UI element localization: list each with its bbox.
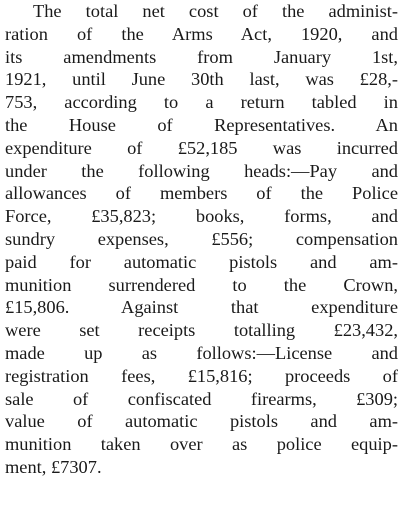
article-line: value of automatic pistols and am- [5, 411, 398, 432]
article-line: its amendments from January 1st, [5, 46, 398, 67]
article-line: ment, £7307. [5, 456, 102, 477]
article-line: 753, according to a return tabled in [5, 92, 398, 113]
article-line: registration fees, £15,816; proceeds of [5, 365, 398, 386]
article-line: paid for automatic pistols and am- [5, 251, 398, 272]
article-line: sundry expenses, £556; compensation [5, 228, 398, 249]
article-line: expenditure of £52,185 was incurred [5, 137, 398, 158]
article-line: munition taken over as police equip- [5, 434, 398, 455]
article-line: 1921, until June 30th last, was £28,- [5, 69, 398, 90]
article-line: Force, £35,823; books, forms, and [5, 206, 398, 227]
article-line: made up as follows:—License and [5, 342, 398, 363]
article-line: the House of Representatives. An [5, 114, 398, 135]
article-line: The total net cost of the administ- [33, 1, 398, 21]
article-line: sale of confiscated firearms, £309; [5, 388, 398, 409]
article-line: £15,806. Against that expenditure [5, 297, 398, 318]
article-line: munition surrendered to the Crown, [5, 274, 398, 295]
article-line: allowances of members of the Police [5, 183, 398, 204]
article-line: under the following heads:—Pay and [5, 160, 398, 181]
article-line: ration of the Arms Act, 1920, and [5, 23, 398, 44]
article-line: were set receipts totalling £23,432, [5, 320, 398, 341]
